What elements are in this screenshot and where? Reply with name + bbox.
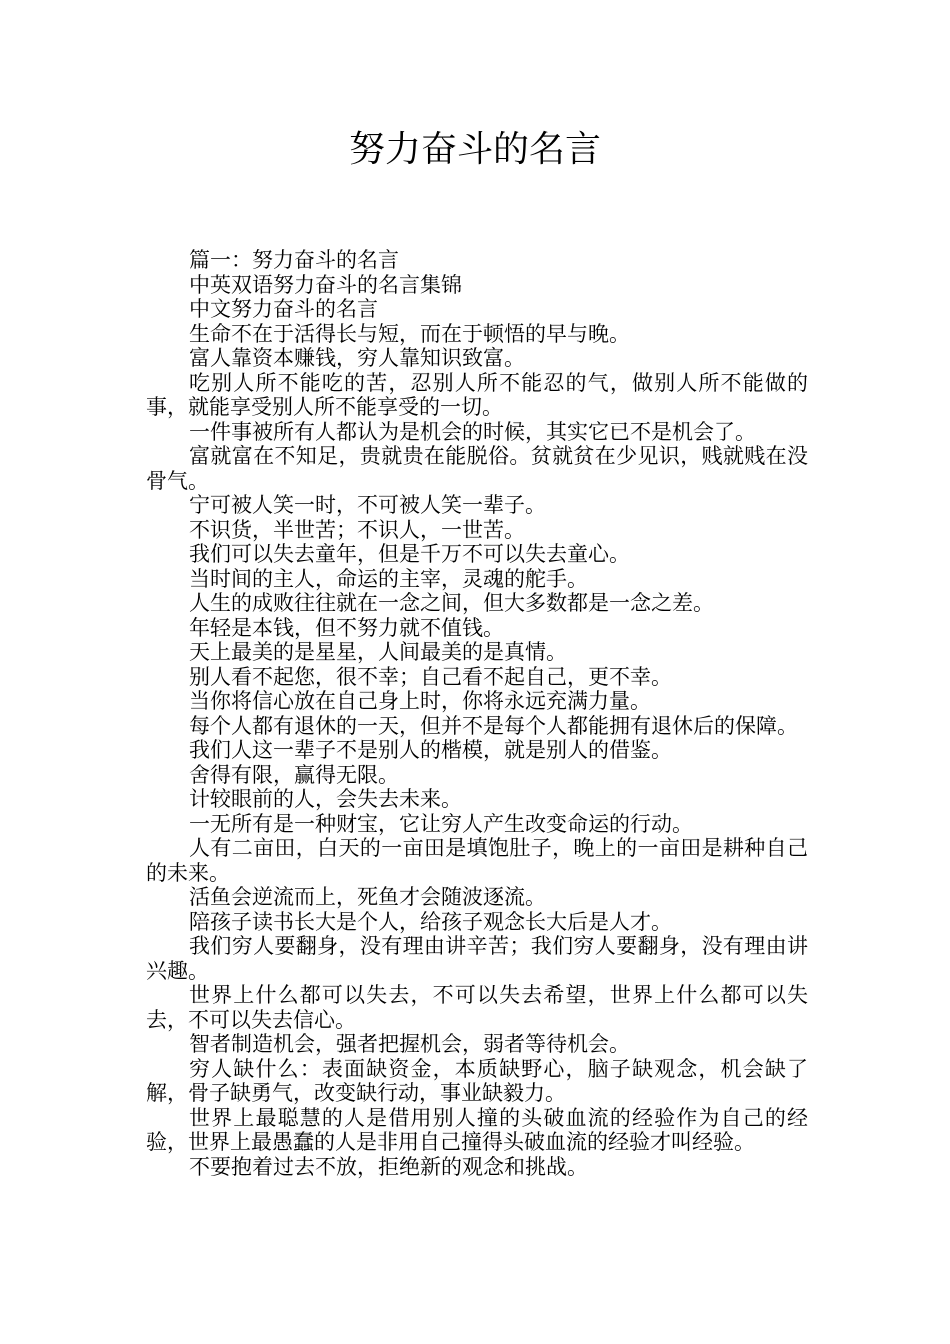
paragraph: 一无所有是一种财宝，它让穷人产生改变命运的行动。 [189, 811, 693, 836]
paragraph: 人生的成败往往就在一念之间，但大多数都是一念之差。 [189, 591, 714, 615]
paragraph: 吃别人所不能吃的苦，忍别人所不能忍的气，做别人所不能做的事，就能享受别人所不能享受的一切。 [146, 370, 808, 419]
paragraph: 当时间的主人，命运的主宰，灵魂的舵手。 [189, 566, 588, 591]
paragraph: 世界上最聪慧的人是借用别人撞的头破血流的经验作为自己的经验，世界上最愚蠢的人是非用自己撞得头破血流的经验才叫经验。 [146, 1105, 808, 1154]
paragraph: 一件事被所有人都认为是机会的时候，其实它已不是机会了。 [189, 419, 756, 444]
paragraph: 宁可被人笑一时，不可被人笑一辈子。 [189, 493, 546, 517]
paragraph: 不要抱着过去不放，拒绝新的观念和挑战。 [189, 1154, 588, 1179]
document-body [146, 248, 808, 1179]
paragraph: 篇一：努力奋斗的名言 [189, 248, 399, 272]
paragraph: 世界上什么都可以失去，不可以失去希望，世界上什么都可以失去，不可以失去信心。 [146, 983, 808, 1032]
paragraph: 天上最美的是星星，人间最美的是真情。 [189, 640, 567, 664]
paragraph: 富就富在不知足，贵就贵在能脱俗。贫就贫在少见识，贱就贱在没骨气。 [146, 444, 808, 493]
paragraph: 中文努力奋斗的名言 [189, 297, 378, 321]
paragraph: 中英双语努力奋斗的名言集锦 [189, 272, 462, 297]
paragraph: 我们人这一辈子不是别人的楷模，就是别人的借鉴。 [189, 738, 672, 762]
paragraph: 富人靠资本赚钱，穷人靠知识致富。 [189, 346, 525, 370]
paragraph: 计较眼前的人，会失去未来。 [189, 787, 462, 811]
paragraph: 每个人都有退休的一天，但并不是每个人都能拥有退休后的保障。 [189, 713, 798, 738]
paragraph: 舍得有限，赢得无限。 [189, 762, 399, 787]
document-title: 努力奋斗的名言 [348, 129, 601, 170]
paragraph: 智者制造机会，强者把握机会，弱者等待机会。 [189, 1032, 630, 1056]
paragraph: 陪孩子读书长大是个人，给孩子观念长大后是人才。 [189, 909, 672, 934]
paragraph: 别人看不起您，很不幸；自己看不起自己，更不幸。 [189, 664, 672, 689]
paragraph: 不识货，半世苦；不识人，一世苦。 [189, 517, 525, 542]
paragraph: 活鱼会逆流而上，死鱼才会随波逐流。 [189, 885, 546, 909]
paragraph: 当你将信心放在自己身上时，你将永远充满力量。 [189, 689, 651, 713]
paragraph: 人有二亩田，白天的一亩田是填饱肚子，晚上的一亩田是耕种自己的未来。 [146, 836, 808, 885]
paragraph: 生命不在于活得长与短，而在于顿悟的早与晚。 [189, 321, 630, 346]
paragraph: 穷人缺什么：表面缺资金，本质缺野心，脑子缺观念，机会缺了解，骨子缺勇气，改变缺行动，事业缺毅力。 [146, 1056, 808, 1105]
paragraph: 年轻是本钱，但不努力就不值钱。 [189, 615, 504, 640]
paragraph: 我们可以失去童年，但是千万不可以失去童心。 [189, 542, 630, 566]
paragraph: 我们穷人要翻身，没有理由讲辛苦；我们穷人要翻身，没有理由讲兴趣。 [146, 934, 808, 983]
